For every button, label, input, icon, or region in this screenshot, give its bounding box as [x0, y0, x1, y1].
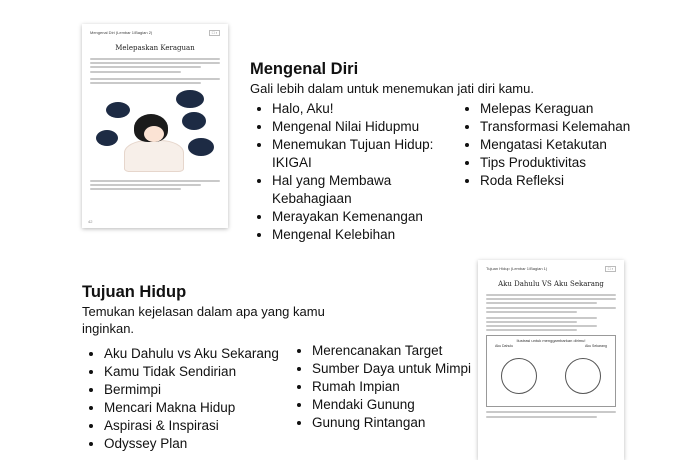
head-doodle-icon	[565, 358, 601, 394]
section-description: Temukan kejelasan dalam apa yang kamu inginkan.	[82, 304, 325, 336]
worksheet-title: Melepaskan Keraguan	[115, 44, 195, 52]
text-line	[486, 298, 616, 300]
list-item: • Sumber Daya untuk Mimpi	[312, 360, 472, 378]
worksheet-header-label: Tujuan Hidup (Lembar 1/Bagian 1)	[486, 266, 548, 271]
person-face	[144, 126, 164, 142]
list-item: • Merencanakan Target	[312, 342, 472, 360]
topic-list-col2	[292, 342, 472, 432]
list-item: • Roda Refleksi	[480, 172, 640, 190]
list-item: • Menemukan Tujuan Hidup: IKIGAI	[272, 136, 452, 172]
drawing-box-title: Ilustrasi untuk menggambarkan dirimu!	[516, 338, 586, 344]
text-line	[486, 302, 597, 304]
text-line	[90, 184, 201, 186]
worksheet-preview-melepaskan-keraguan	[82, 24, 228, 228]
column-label-after: Aku Sekarang	[585, 344, 607, 349]
list-item: • Aku Dahulu vs Aku Sekarang	[104, 345, 304, 363]
list-item: • Mengenal Kelebihan	[272, 226, 452, 244]
list-item: • Melepas Keraguan	[480, 100, 640, 118]
thought-bubble-icon	[176, 90, 204, 108]
thought-bubble-icon	[182, 112, 206, 130]
list-item: • Mendaki Gunung	[312, 396, 472, 414]
list-item: • Aspirasi & Inspirasi	[104, 417, 304, 435]
list-item: • Mengenal Nilai Hidupmu	[272, 118, 452, 136]
list-item: • Gunung Rintangan	[312, 414, 472, 432]
list-item: • Bermimpi	[104, 381, 304, 399]
text-line	[90, 180, 220, 182]
text-line	[90, 71, 181, 73]
topic-list-col1	[84, 345, 304, 453]
text-line	[90, 66, 201, 68]
drawing-box	[486, 335, 616, 407]
list-item: • Mengatasi Ketakutan	[480, 136, 640, 154]
thought-bubble-icon	[188, 138, 214, 156]
worry-illustration	[90, 88, 220, 176]
brand-logo-icon: ☐ ▪	[605, 266, 616, 272]
list-item: • Odyssey Plan	[104, 435, 304, 453]
list-item: • Tips Produktivitas	[480, 154, 640, 172]
text-line	[486, 411, 616, 413]
thought-bubble-icon	[96, 130, 118, 146]
section-title-tujuan-hidup: Tujuan Hidup	[82, 283, 187, 301]
worksheet-title: Aku Dahulu VS Aku Sekarang	[498, 280, 604, 288]
section-description: Gali lebih dalam untuk menemukan jati diri kamu.	[250, 81, 534, 96]
list-item: • Merayakan Kemenangan	[272, 208, 452, 226]
text-line	[90, 62, 220, 64]
text-line	[486, 325, 597, 327]
list-item: • Rumah Impian	[312, 378, 472, 396]
text-line	[90, 78, 220, 80]
head-doodle-icon	[501, 358, 537, 394]
list-item: • Mencari Makna Hidup	[104, 399, 304, 417]
section-title-mengenal-diri: Mengenal Diri	[250, 60, 359, 78]
text-line	[486, 317, 597, 319]
text-line	[90, 82, 201, 84]
worksheet-preview-aku-dahulu	[478, 260, 624, 460]
person-body	[124, 140, 184, 172]
list-item: • Halo, Aku!	[272, 100, 452, 118]
text-line	[486, 294, 616, 296]
list-item: • Kamu Tidak Sendirian	[104, 363, 304, 381]
text-line	[90, 58, 220, 60]
text-line	[486, 416, 597, 418]
text-line	[486, 329, 577, 331]
topic-list-col2	[460, 100, 640, 190]
thought-bubble-icon	[106, 102, 130, 118]
page-number: 42	[88, 219, 93, 224]
list-item: • Transformasi Kelemahan	[480, 118, 640, 136]
list-item: • Hal yang Membawa Kebahagiaan	[272, 172, 452, 208]
text-line	[90, 188, 181, 190]
brand-logo-icon: ☐ ▪	[209, 30, 220, 36]
worksheet-header-label: Mengenal Diri (Lembar 1/Bagian 2)	[90, 30, 153, 35]
topic-list-col1	[252, 100, 452, 244]
text-line	[486, 311, 577, 313]
text-line	[486, 321, 577, 323]
column-label-before: Aku Dahulu	[495, 344, 514, 349]
text-line	[486, 307, 616, 309]
